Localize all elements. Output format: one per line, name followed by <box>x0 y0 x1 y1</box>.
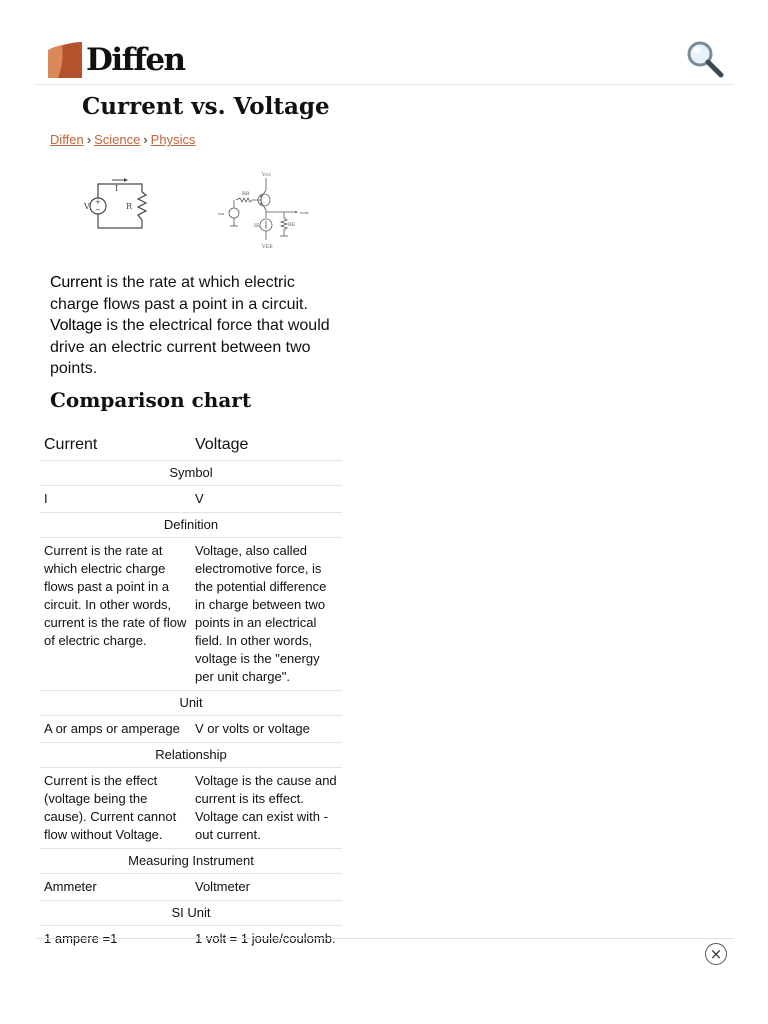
breadcrumb-separator: › <box>86 132 92 147</box>
table-row <box>40 485 342 512</box>
column-header-current: Current <box>44 435 98 453</box>
current-label: I <box>115 184 119 193</box>
current-cell: I <box>40 485 191 512</box>
voltage-cell: Voltage is the cause and current is its effect. Voltage can exist with - out current. <box>191 767 342 848</box>
vee-label: VEE <box>262 244 273 250</box>
column-header-voltage: Voltage <box>195 435 249 453</box>
group-label: Definition <box>40 512 342 537</box>
group-row <box>40 512 342 537</box>
group-label: Symbol <box>40 460 342 485</box>
breadcrumb <box>50 132 195 147</box>
table-row <box>40 767 342 848</box>
intro-paragraph <box>50 272 342 380</box>
vout-label: vout <box>300 210 309 215</box>
intro-text-2: is the electrical force that would drive an electric current between two points. <box>50 317 330 378</box>
breadcrumb-separator: › <box>143 132 148 147</box>
group-row <box>40 900 342 925</box>
group-row <box>40 848 342 873</box>
group-row <box>40 460 342 485</box>
vcc-label: Vcc <box>262 172 272 178</box>
rb-label: RB <box>242 191 250 197</box>
voltage-cell: 1 volt = 1 joule/coulomb. <box>191 925 342 952</box>
group-row <box>40 742 342 767</box>
search-button[interactable] <box>684 38 726 80</box>
svg-text:+: + <box>95 198 101 206</box>
comparison-table <box>40 430 342 952</box>
close-ad-button[interactable] <box>705 943 727 965</box>
vin-label: vin <box>218 211 225 216</box>
table-row <box>40 715 342 742</box>
current-cell: 1 ampere =1 <box>40 925 191 952</box>
group-label: Measuring Instrument <box>40 848 342 873</box>
simple-circuit-diagram <box>82 178 154 234</box>
site-header <box>36 0 734 85</box>
voltage-cell: V or volts or voltage <box>191 715 342 742</box>
svg-text:−: − <box>95 206 101 214</box>
voltage-cell: Voltmeter <box>191 873 342 900</box>
breadcrumb-physics[interactable]: Physics <box>150 132 196 147</box>
voltage-cell: V <box>191 485 342 512</box>
voltage-cell: Voltage, also called electromotive force, is the potential difference in charge between two points in an electrical field. In other words, voltage is the "energy per unit charge". <box>191 537 342 690</box>
ad-bar-divider <box>36 938 734 939</box>
page-title: Current vs. Voltage <box>82 93 330 120</box>
site-logo[interactable] <box>48 40 185 80</box>
current-cell: Current is the rate at which electric charge flows past a point in a circuit. In other words, current is the rate of flow of electric charge. <box>40 537 191 690</box>
group-row <box>40 690 342 715</box>
re-label: RE <box>288 222 296 228</box>
group-label: Relationship <box>40 742 342 767</box>
ie-label: IE <box>254 223 260 229</box>
term-current: Current <box>50 274 102 291</box>
group-label: SI Unit <box>40 900 342 925</box>
table-row <box>40 537 342 690</box>
resistor-label: R <box>126 202 133 211</box>
current-cell: A or amps or amperage <box>40 715 191 742</box>
transistor-circuit-diagram <box>214 168 314 250</box>
current-cell: Ammeter <box>40 873 191 900</box>
term-voltage: Voltage <box>50 317 102 335</box>
source-label: V <box>84 202 90 211</box>
breadcrumb-diffen[interactable]: Diffen <box>50 132 84 147</box>
logo-mark-icon <box>48 42 82 78</box>
intro-text-1: is the rate at which electric charge flows past a point in a circuit. <box>50 274 308 313</box>
close-icon: × <box>709 944 723 963</box>
current-cell: Current is the effect (voltage being the cause). Current cannot flow without Voltage. <box>40 767 191 848</box>
logo-text: Diffen <box>86 42 185 78</box>
breadcrumb-science[interactable]: Science <box>94 132 141 147</box>
search-icon <box>684 38 726 80</box>
section-title: Comparison chart <box>50 388 252 412</box>
table-header-row <box>40 430 342 460</box>
group-label: Unit <box>40 690 342 715</box>
table-row <box>40 873 342 900</box>
